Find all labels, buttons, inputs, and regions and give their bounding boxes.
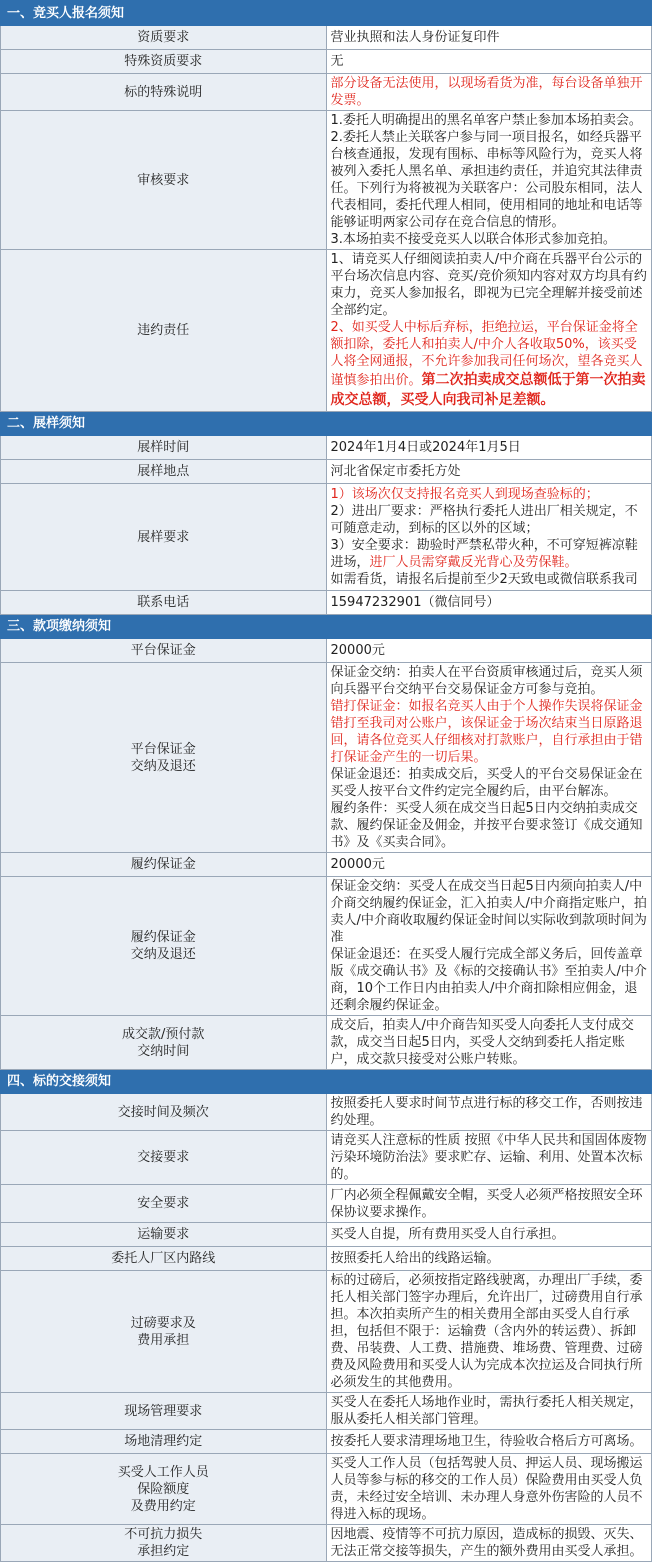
row-cleanup <box>1 1430 652 1454</box>
section-title: 一、竞买人报名须知 <box>1 1 652 26</box>
row-label <box>1 877 327 1016</box>
breach-line-3: 第二次拍卖成交总额低于第一次拍卖成交总额，买受人向我司补足差额。 <box>330 372 646 408</box>
row-phone <box>1 591 652 615</box>
row-transport <box>1 1223 652 1247</box>
platform-deposit-line-1: 保证金交纳：拍卖人在平台资质审核通过后，竞买人须向兵器平台交纳平台交易保证金方可参与竞拍。 <box>330 665 643 697</box>
section-header-handover <box>1 1070 652 1094</box>
row-label: 安全要求 <box>1 1185 327 1223</box>
row-safety <box>1 1185 652 1223</box>
row-label <box>1 663 327 853</box>
row-label: 展样要求 <box>1 484 327 591</box>
viewing-req-line-4: 如需看货，请报名后提前至少2天致电或微信联系我司 <box>330 572 638 587</box>
label-line-1: 不可抗力损失 <box>124 1527 203 1542</box>
row-qualification <box>1 26 652 50</box>
row-handover-time <box>1 1094 652 1131</box>
row-label: 场地清理约定 <box>1 1430 327 1454</box>
row-label: 联系电话 <box>1 591 327 615</box>
row-label: 资质要求 <box>1 26 327 50</box>
row-site-management <box>1 1393 652 1430</box>
label-line-1: 成交款/预付款 <box>122 1026 205 1042</box>
breach-line-2: 2、如买受人中标后弃标，拒绝拉运，平台保证金将全额扣除，委托人和拍卖人/中介人各收取50%，该买受人将全网通报，不允许参加我司任何场次，望各竞买人谨慎参拍出价。 <box>330 320 643 388</box>
row-route <box>1 1247 652 1271</box>
row-value: 买受人工作人员（包括驾驶人员、押运人员、现场搬运人员等参与标的移交的工作人员）保险费用由买受人负责，未经过安全培训、未办理人身意外伤害险的人员不得进入标的现场。 <box>326 1454 652 1525</box>
row-value: 2024年1月4日或2024年1月5日 <box>326 436 652 460</box>
row-label: 委托人厂区内路线 <box>1 1247 327 1271</box>
row-label: 现场管理要求 <box>1 1393 327 1430</box>
row-platform-deposit-pay <box>1 663 652 853</box>
section-title: 三、款项缴纳须知 <box>1 615 652 639</box>
row-label: 履约保证金 <box>1 853 327 877</box>
section-title: 四、标的交接须知 <box>1 1070 652 1094</box>
row-label: 标的特殊说明 <box>1 74 327 111</box>
row-value: 20000元 <box>326 639 652 663</box>
row-label: 违约责任 <box>1 250 327 412</box>
row-special-qualification <box>1 50 652 74</box>
platform-deposit-line-4: 履约条件：买受人须在成交当日起5日内交纳拍卖成交款、履约保证金及佣金，并按平台要求签订《成交通知书》及《买卖合同》。 <box>330 801 643 850</box>
platform-deposit-line-2: 错打保证金：如报名竞买人由于个人操作失误将保证金错打至我司对公账户，该保证金于场次结束当日原路退回，请各位竞买人仔细核对打款账户，自行承担由于错打保证金产生的一切后果。 <box>330 699 643 765</box>
row-value: 因地震、疫情等不可抗力原因，造成标的损毁、灭失、无法正常交接等损失，产生的额外费用由买受人承担。 <box>326 1525 652 1562</box>
row-label: 交接要求 <box>1 1131 327 1185</box>
section-header-viewing <box>1 412 652 436</box>
label-line-1: 履约保证金 <box>130 930 196 945</box>
row-viewing-time <box>1 436 652 460</box>
row-payment-time <box>1 1016 652 1070</box>
audit-line-1: 1.委托人明确提出的黑名单客户禁止参加本场拍卖会。 <box>330 113 642 128</box>
section-header-payment <box>1 615 652 639</box>
row-value: 营业执照和法人身份证复印件 <box>326 26 652 50</box>
row-label: 展样地点 <box>1 460 327 484</box>
row-label: 平台保证金 <box>1 639 327 663</box>
platform-deposit-line-3: 保证金退还：拍卖成交后，买受人的平台交易保证金在买受人按平台文件约定完全履约后，由平台解冻。 <box>330 767 643 799</box>
row-label <box>1 1454 327 1525</box>
label-line-2: 费用承担 <box>137 1332 190 1348</box>
performance-deposit-line-1: 保证金交纳：买受人在成交当日起5日内须向拍卖人/中介商交纳履约保证金，汇入拍卖人/中介商指定账户，拍卖人/中介商收取履约保证金时间以实际收到款项时间为准 <box>330 879 647 945</box>
row-value: 请竞买人注意标的性质 按照《中华人民共和国固体废物污染环境防治法》要求贮存、运输、利用、处置本次标的。 <box>326 1131 652 1185</box>
label-line-2: 交纳及退还 <box>130 758 196 774</box>
row-viewing-requirements <box>1 484 652 591</box>
row-value: 按照委托人给出的线路运输。 <box>326 1247 652 1271</box>
viewing-req-line-1: 1）该场次仅支持报名竞买人到现场查验标的； <box>330 487 599 502</box>
row-label <box>1 1271 327 1393</box>
section-header-bidder-registration <box>1 1 652 26</box>
row-weighing <box>1 1271 652 1393</box>
label-line-2: 交纳及退还 <box>130 947 196 962</box>
row-value <box>326 111 652 250</box>
row-value: 15947232901（微信同号） <box>326 591 652 615</box>
row-performance-deposit <box>1 853 652 877</box>
section-title: 二、展样须知 <box>1 412 652 436</box>
row-performance-deposit-pay <box>1 877 652 1016</box>
row-value: 厂内必须全程佩戴安全帽，买受人必须严格按照安全环保协议要求操作。 <box>326 1185 652 1223</box>
row-insurance <box>1 1454 652 1525</box>
row-value <box>326 877 652 1016</box>
row-value: 部分设备无法使用，以现场看货为准，每台设备单独开发票。 <box>326 74 652 111</box>
row-label: 展样时间 <box>1 436 327 460</box>
breach-line-1: 1、请竞买人仔细阅读拍卖人/中介商在兵器平台公示的平台场次信息内容、竞买/竞价须知内容对双方均具有约束力，竞买人参加报名，即视为已完全理解并接受前述全部约定。 <box>330 252 647 318</box>
label-line-1: 买受人工作人员 <box>117 1464 209 1480</box>
label-line-2: 承担约定 <box>137 1544 190 1559</box>
label-line-1: 平台保证金 <box>130 741 196 757</box>
row-special-note <box>1 74 652 111</box>
row-label: 运输要求 <box>1 1223 327 1247</box>
row-value <box>326 663 652 853</box>
row-value: 无 <box>326 50 652 74</box>
row-value: 买受人自提，所有费用买受人自行承担。 <box>326 1223 652 1247</box>
audit-line-3: 3.本场拍卖不接受竞买人以联合体形式参加竞拍。 <box>330 232 616 247</box>
row-value: 按照委托人要求时间节点进行标的移交工作，否则按违约处理。 <box>326 1094 652 1131</box>
viewing-req-line-3a: 3）安全要求：勘验时严禁私带火种，不可穿短裤凉鞋进场， <box>330 538 638 570</box>
row-value: 河北省保定市委托方处 <box>326 460 652 484</box>
row-handover-requirements <box>1 1131 652 1185</box>
row-value <box>326 250 652 412</box>
row-value: 标的过磅后，必须按指定路线驶离，办理出厂手续，委托人相关部门签字办理后，允许出厂，过磅费用自行承担。本次拍卖所产生的相关费用全部由买受人自行承担，包括但不限于：运输费（含内外的转运费）、拆卸费、吊装费、人工费、措施费、堆场费、管理费、过磅费及风险费用和买受人认为完成本次拉运及合同执行所必须发生的其他费用。 <box>326 1271 652 1393</box>
label-line-3: 及费用约定 <box>130 1498 196 1514</box>
row-platform-deposit <box>1 639 652 663</box>
row-label <box>1 1016 327 1070</box>
label-line-2: 保险额度 <box>137 1481 190 1497</box>
row-label: 交接时间及频次 <box>1 1094 327 1131</box>
row-breach <box>1 250 652 412</box>
row-value: 成交后，拍卖人/中介商告知买受人向委托人支付成交款，成交当日起5日内，买受人交纳到委托人指定账户，成交款只接受对公账户转账。 <box>326 1016 652 1070</box>
viewing-req-line-2: 2）进出厂要求：严格执行委托人进出厂相关规定，不可随意走动，到标的区以外的区域； <box>330 504 638 536</box>
label-line-2: 交纳时间 <box>137 1043 190 1059</box>
row-value: 买受人在委托人场地作业时，需执行委托人相关规定，服从委托人相关部门管理。 <box>326 1393 652 1430</box>
row-label: 审核要求 <box>1 111 327 250</box>
audit-line-2: 2.委托人禁止关联客户参与同一项目报名，如经兵器平台核查通报，发现有围标、串标等风险行为，竞买人将被列入委托人黑名单、承担违约责任，并追究其法律责任。下列行为将被视为关联客户：公司股东相同，法人代表相同，委托代理人相同，使用相同的地址和电话等能够证明两家公司存在竞合信息的情形。 <box>330 130 643 230</box>
row-value <box>326 484 652 591</box>
row-viewing-place <box>1 460 652 484</box>
viewing-req-line-3b: 进厂人员需穿戴反光背心及劳保鞋。 <box>369 555 578 570</box>
label-line-1: 过磅要求及 <box>130 1315 196 1331</box>
row-label: 特殊资质要求 <box>1 50 327 74</box>
performance-deposit-line-2: 保证金退还：在买受人履行完成全部义务后，回传盖章版《成交确认书》及《标的交接确认书》至拍卖人/中介商，10个工作日内由拍卖人/中介商扣除相应佣金，退还剩余履约保证金。 <box>330 947 647 1013</box>
row-force-majeure <box>1 1525 652 1562</box>
row-value: 20000元 <box>326 853 652 877</box>
row-value: 按委托人要求清理场地卫生，待验收合格后方可离场。 <box>326 1430 652 1454</box>
row-label <box>1 1525 327 1562</box>
row-audit <box>1 111 652 250</box>
